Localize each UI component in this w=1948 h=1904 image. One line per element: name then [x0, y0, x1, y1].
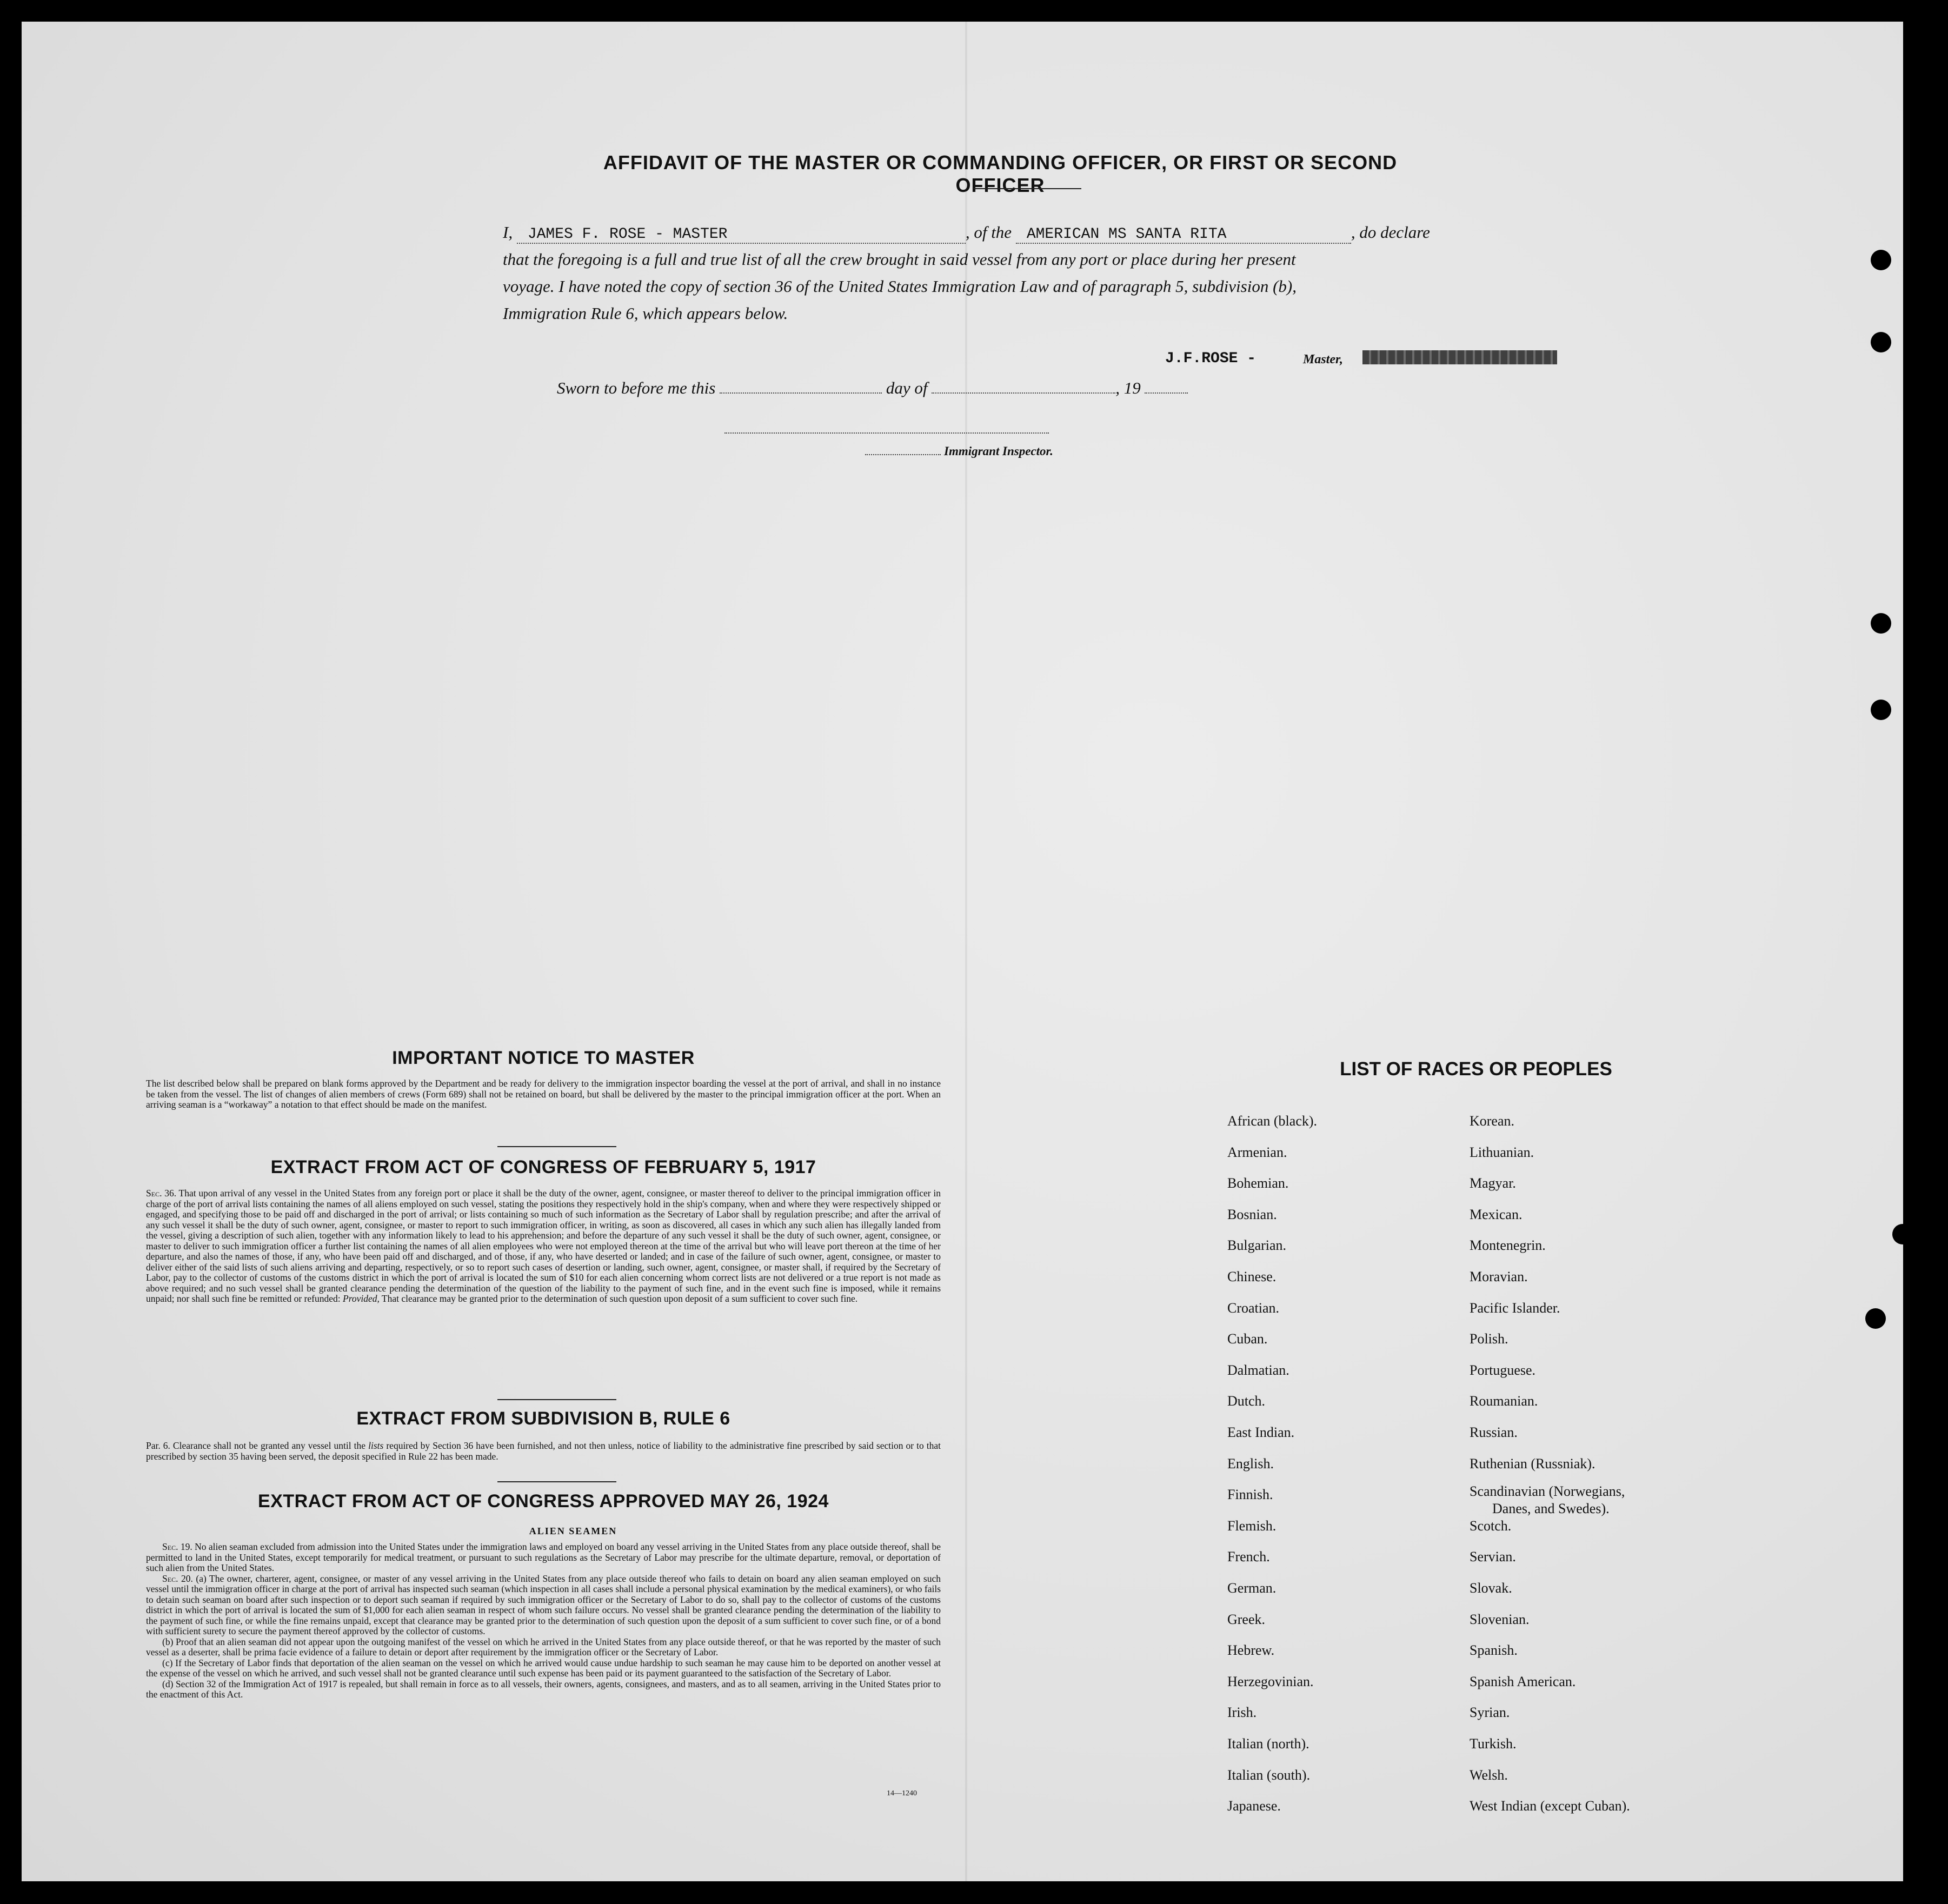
page-fold-crease [965, 22, 967, 1881]
sec20d-paragraph: (d) Section 32 of the Immigration Act of 1917 is repealed, but shall remain in force as to all vessels, their owners, agents, consignees, and masters, and as to all seamen, arriving in the United States prior to the enactment of this Act. [146, 1678, 941, 1700]
affidavit-title-rule [973, 188, 1081, 189]
rule6-text-end: required by Section 36 have been furnished, and not then unless, notice of liability to the administrative fine prescribed by said section or to that prescribed by section 35 having been served, the deposit specified in Rule 22 has been made. [146, 1440, 941, 1462]
section-divider [497, 1481, 616, 1482]
race-item: Irish. [1227, 1705, 1257, 1721]
sec20a-paragraph [146, 1574, 941, 1637]
affidavit-title: AFFIDAVIT OF THE MASTER OR COMMANDING OFFICER, OR FIRST OR SECOND OFFICER [603, 151, 1398, 196]
race-item: Syrian. [1470, 1705, 1510, 1721]
race-item: Pacific Islander. [1470, 1300, 1560, 1316]
section-divider [497, 1146, 616, 1147]
race-item: Spanish. [1470, 1642, 1518, 1659]
affidavit-text-line-4: Immigration Rule 6, which appears below. [503, 304, 788, 323]
declaration-suffix: , do declare [1351, 223, 1430, 242]
vessel-name-value: AMERICAN MS SANTA RITA [1026, 226, 1227, 243]
race-item: Servian. [1470, 1549, 1516, 1565]
punch-hole [1892, 1224, 1913, 1244]
master-title-label: Master, [1303, 352, 1344, 367]
race-item: Cuban. [1227, 1331, 1268, 1347]
race-item: Magyar. [1470, 1175, 1516, 1191]
inspector-label: Immigrant Inspector. [944, 444, 1053, 458]
extract-rule6-body [146, 1441, 941, 1462]
master-signature: J.F.ROSE - [1165, 350, 1256, 367]
sworn-year-field [1145, 392, 1188, 394]
sec20-label: Sec. 20. [162, 1573, 193, 1584]
notice-title: IMPORTANT NOTICE TO MASTER [392, 1048, 695, 1068]
race-item: Bulgarian. [1227, 1237, 1287, 1254]
race-item: Croatian. [1227, 1300, 1280, 1316]
race-item: Chinese. [1227, 1269, 1276, 1284]
race-item: Italian (north). [1227, 1736, 1309, 1752]
race-item: Dutch. [1227, 1393, 1266, 1409]
race-item: Lithuanian. [1470, 1144, 1534, 1160]
sec20c-paragraph: (c) If the Secretary of Labor finds that deportation of the alien seaman on the vessel on which he arrived would cause undue hardship to such seaman he may cause him to be deported on another vessel at the expense of the vessel on which he arrived, and such vessel shall not be granted clearance until such expense has been paid or its payment guaranteed to the satisfaction of the Secretary of Labor. [146, 1657, 941, 1679]
declaration-of-the: , of the [965, 223, 1012, 242]
race-item: English. [1227, 1455, 1274, 1472]
affidavit-declaration-line [503, 223, 1430, 244]
race-item: Italian (south). [1227, 1767, 1311, 1783]
section-divider [497, 1399, 616, 1400]
race-item: Moravian. [1470, 1269, 1528, 1284]
sworn-day-label: day of [886, 378, 928, 397]
punch-hole [1871, 613, 1891, 634]
extract-1917-body [146, 1188, 941, 1304]
form-number: 14—1240 [887, 1789, 917, 1798]
race-item: Roumanian. [1470, 1393, 1538, 1409]
sec36-text: That upon arrival of any vessel in the United States from any foreign port or place it shall be the duty of the owner, agent, consignee, or master thereof to deliver to the principal immigration officer in charge of the port of arrival lists containing the names of all aliens employed on such vessel, stating the positions they respectively hold in the ship's company, when and where they were respectively shipped or engaged, and specifying those to be paid off and discharged in the port of arrival; or lists containing so much of such information as the Secretary of Labor shall by regulation prescribe; and after the arrival of any such vessel it shall be the duty of such owner, agent, consignee, or master to report to such immigration officer, in writing, as soon as discovered, all cases in which any such alien has illegally landed from the vessel, giving a description of such alien, together with any information likely to lead to his apprehension; and before the departure of any such vessel it shall be the duty of such owner, agent, consignee, or master to deliver to such immigration officer a further list containing the names of all alien employees who were not employed thereon at the time of the arrival but who will leave port thereon at the time of her departure, and also the names of those, if any, who have been paid off and discharged, and of those, if any, who have deserted or landed; and in case of the failure of such owner, agent, consignee, or master to deliver either of the said lists of such aliens arriving and departing, respectively, or so to report such cases of desertion or landing, such owner, agent, consignee, or master shall, if required by the Secretary of Labor, pay to the collector of customs of the customs district in which the port of arrival is located the sum of $10 for each alien concerning whom correct lists are not delivered or a true report is not made as above required; and no such vessel shall be granted clearance pending the determination of the question of the liability to the payment of such fine, and in the event such fine is imposed, while it remains unpaid; nor shall such fine be remitted or refunded: [146, 1188, 941, 1304]
race-item: Welsh. [1470, 1767, 1508, 1783]
race-item: Flemish. [1227, 1517, 1276, 1534]
manifest-page-back [22, 22, 1903, 1881]
race-item: French. [1227, 1549, 1270, 1565]
race-item: Spanish American. [1470, 1673, 1576, 1689]
declaration-prefix: I, [503, 223, 513, 242]
race-item: Armenian. [1227, 1144, 1287, 1160]
extract-1924-title: EXTRACT FROM ACT OF CONGRESS APPROVED MAY 26, 1924 [258, 1491, 829, 1512]
master-name-value: JAMES F. ROSE - MASTER [527, 226, 728, 243]
alien-seamen-subtitle: ALIEN SEAMEN [529, 1526, 617, 1536]
race-item: Slovak. [1470, 1580, 1512, 1596]
struck-out-text [1362, 350, 1557, 364]
sec20a-text: (a) The owner, charterer, agent, consignee, or master of any vessel arriving in the United States from any place outside thereof who fails to detain on board any alien seaman employed on such vessel until the immigration officer in charge at the port of arrival has inspected such seaman (which inspection in all cases shall include a personal physical examination by the medical examiners), or who fails to detain such seaman on board after such inspection or to deport such seaman if required by such immigration officer or the Secretary of Labor to do so, shall pay to the collector of customs of the customs district in which the port of arrival is located the sum of $1,000 for each alien seaman in respect of whom such failure occurs. No vessel shall be granted clearance pending the determination of the liability to the payment of such fine, or while the fine remains unpaid, except that clearance may be granted prior to the determination of such question upon the deposit of a sum sufficient to cover such fine, or of a bond with sufficient surety to secure the payment thereof approved by the collector of customs. [146, 1573, 941, 1636]
notice-body: The list described below shall be prepared on blank forms approved by the Department and be ready for delivery to the immigration inspector boarding the vessel at the port of arrival, and shall in no instance be taken from the vessel. The list of changes of alien members of crews (Form 689) shall not be retained on board, but shall be delivered by the master to the principal immigration officer at the port. When an arriving seaman is a “workaway” a notation to that effect should be made on the manifest. [146, 1078, 941, 1110]
sec36-text-end: That clearance may be granted prior to the determination of such question upon deposit of a sum sufficient to cover such fine. [379, 1293, 858, 1304]
race-item: Scotch. [1470, 1517, 1512, 1534]
race-item: African (black). [1227, 1113, 1318, 1129]
inspector-label-line [865, 444, 1053, 458]
sec19-label: Sec. 19. [162, 1541, 192, 1552]
master-name-field [517, 223, 966, 244]
race-item: Montenegrin. [1470, 1237, 1546, 1254]
race-item: Ruthenian (Russniak). [1470, 1455, 1595, 1472]
race-item: German. [1227, 1580, 1276, 1596]
race-item: Mexican. [1470, 1206, 1523, 1222]
sec19-paragraph [146, 1542, 941, 1574]
sworn-prefix: Sworn to before me this [557, 378, 716, 397]
punch-hole [1871, 700, 1891, 720]
extract-rule6-title: EXTRACT FROM SUBDIVISION B, RULE 6 [356, 1408, 730, 1429]
lists-word: lists [368, 1440, 384, 1451]
race-item: Slovenian. [1470, 1611, 1530, 1627]
race-item: Finnish. [1227, 1487, 1273, 1503]
race-item: Japanese. [1227, 1798, 1281, 1814]
race-item: Portuguese. [1470, 1362, 1536, 1378]
sworn-line [557, 378, 1188, 398]
race-item: Russian. [1470, 1424, 1518, 1440]
race-item: Turkish. [1470, 1736, 1517, 1752]
race-item: Bohemian. [1227, 1175, 1289, 1191]
race-item: Greek. [1227, 1611, 1266, 1627]
rule6-text: Par. 6. Clearance shall not be granted any vessel until the [146, 1440, 369, 1451]
race-item: Danes, and Swedes). [1492, 1501, 1610, 1517]
inspector-dots [865, 454, 941, 455]
sworn-year-label: , 19 [1115, 378, 1141, 397]
sec36-label: Sec. 36. [146, 1188, 177, 1199]
punch-hole [1871, 332, 1891, 352]
inspector-signature-line [724, 432, 1049, 434]
sec19-text: No alien seaman excluded from admission into the United States under the immigration laws and employed on board any vessel arriving in the United States from any place outside thereof, shall be permitted to land in the United States, except temporarily for medical treatment, or pursuant to such regulations as the Secretary of Labor may prescribe for the ultimate departure, removal, or deportation of such alien from the United States. [146, 1541, 941, 1573]
race-item: Hebrew. [1227, 1642, 1275, 1659]
races-title: LIST OF RACES OR PEOPLES [1340, 1058, 1612, 1080]
race-item: East Indian. [1227, 1424, 1295, 1440]
punch-hole [1871, 250, 1891, 270]
affidavit-text-line-2: that the foregoing is a full and true list of all the crew brought in said vessel from any port or place during her present [503, 250, 1296, 269]
punch-hole [1865, 1308, 1886, 1329]
extract-1917-title: EXTRACT FROM ACT OF CONGRESS OF FEBRUARY 5, 1917 [270, 1157, 816, 1177]
race-item: West Indian (except Cuban). [1470, 1798, 1630, 1814]
vessel-name-field [1016, 223, 1351, 244]
sworn-month-field [932, 392, 1115, 394]
sec20b-paragraph: (b) Proof that an alien seaman did not appear upon the outgoing manifest of the vessel on which he arrived in the United States from any place outside thereof, or that he was reported by the master of such vessel as a deserter, shall be prima facie evidence of a failure to detain or deport after requirement by the immigration officer or the Secretary of Labor. [146, 1636, 941, 1657]
race-item: Polish. [1470, 1331, 1508, 1347]
affidavit-text-line-3: voyage. I have noted the copy of section 36 of the United States Immigration Law and of paragraph 5, subdivision (b), [503, 277, 1297, 296]
race-item: Bosnian. [1227, 1206, 1277, 1222]
sworn-day-field [720, 392, 882, 394]
race-item: Scandinavian (Norwegians, [1470, 1483, 1625, 1500]
race-item: Herzegovinian. [1227, 1673, 1314, 1689]
provided-word: Provided, [343, 1293, 380, 1304]
race-item: Dalmatian. [1227, 1362, 1289, 1378]
extract-1924-body [146, 1542, 941, 1700]
race-item: Korean. [1470, 1113, 1515, 1129]
